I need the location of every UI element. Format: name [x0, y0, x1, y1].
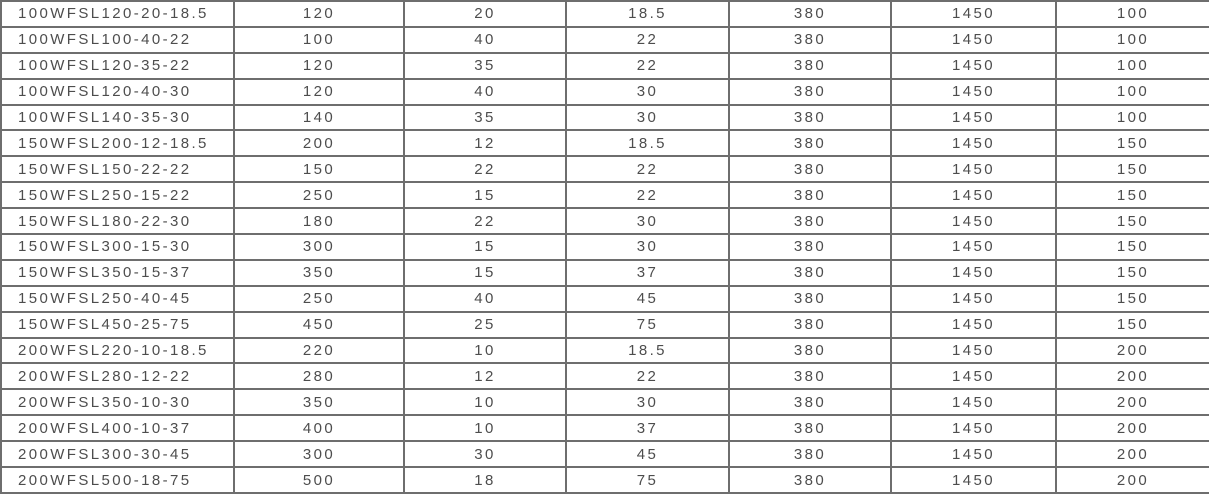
value-cell: 150 [1056, 130, 1209, 156]
table-row [1, 27, 1209, 53]
value-cell: 75 [566, 467, 729, 493]
value-cell: 380 [729, 467, 891, 493]
value-cell: 200 [1056, 415, 1209, 441]
value-cell: 1450 [891, 208, 1056, 234]
value-cell: 300 [234, 441, 404, 467]
model-cell: 100WFSL140-35-30 [1, 105, 234, 131]
value-cell: 150 [1056, 182, 1209, 208]
value-cell: 450 [234, 312, 404, 338]
value-cell: 150 [1056, 208, 1209, 234]
model-cell: 100WFSL120-35-22 [1, 53, 234, 79]
value-cell: 1450 [891, 156, 1056, 182]
value-cell: 150 [1056, 234, 1209, 260]
value-cell: 380 [729, 182, 891, 208]
table-row [1, 130, 1209, 156]
model-cell: 200WFSL220-10-18.5 [1, 338, 234, 364]
value-cell: 1450 [891, 286, 1056, 312]
value-cell: 380 [729, 338, 891, 364]
value-cell: 1450 [891, 260, 1056, 286]
value-cell: 380 [729, 312, 891, 338]
value-cell: 250 [234, 182, 404, 208]
value-cell: 100 [1056, 1, 1209, 27]
value-cell: 150 [234, 156, 404, 182]
value-cell: 18 [404, 467, 566, 493]
value-cell: 380 [729, 286, 891, 312]
value-cell: 37 [566, 260, 729, 286]
value-cell: 1450 [891, 338, 1056, 364]
value-cell: 1450 [891, 130, 1056, 156]
model-cell: 200WFSL500-18-75 [1, 467, 234, 493]
value-cell: 200 [1056, 441, 1209, 467]
value-cell: 380 [729, 415, 891, 441]
value-cell: 1450 [891, 105, 1056, 131]
table-row [1, 234, 1209, 260]
value-cell: 380 [729, 156, 891, 182]
value-cell: 12 [404, 130, 566, 156]
value-cell: 40 [404, 27, 566, 53]
value-cell: 25 [404, 312, 566, 338]
value-cell: 120 [234, 1, 404, 27]
table-row [1, 389, 1209, 415]
value-cell: 1450 [891, 27, 1056, 53]
model-cell: 200WFSL280-12-22 [1, 363, 234, 389]
value-cell: 18.5 [566, 1, 729, 27]
value-cell: 380 [729, 389, 891, 415]
table-row [1, 467, 1209, 493]
model-cell: 100WFSL120-40-30 [1, 79, 234, 105]
value-cell: 1450 [891, 1, 1056, 27]
value-cell: 12 [404, 363, 566, 389]
value-cell: 150 [1056, 286, 1209, 312]
table-row [1, 286, 1209, 312]
table-row [1, 1, 1209, 27]
value-cell: 18.5 [566, 130, 729, 156]
value-cell: 30 [566, 208, 729, 234]
value-cell: 120 [234, 53, 404, 79]
value-cell: 22 [566, 182, 729, 208]
value-cell: 200 [1056, 363, 1209, 389]
value-cell: 30 [566, 389, 729, 415]
value-cell: 300 [234, 234, 404, 260]
value-cell: 22 [566, 156, 729, 182]
model-cell: 150WFSL450-25-75 [1, 312, 234, 338]
value-cell: 380 [729, 27, 891, 53]
table-row [1, 338, 1209, 364]
value-cell: 30 [566, 234, 729, 260]
model-cell: 150WFSL300-15-30 [1, 234, 234, 260]
model-cell: 150WFSL250-40-45 [1, 286, 234, 312]
value-cell: 1450 [891, 234, 1056, 260]
value-cell: 30 [566, 79, 729, 105]
value-cell: 10 [404, 338, 566, 364]
value-cell: 35 [404, 105, 566, 131]
value-cell: 140 [234, 105, 404, 131]
value-cell: 100 [234, 27, 404, 53]
value-cell: 150 [1056, 312, 1209, 338]
value-cell: 1450 [891, 53, 1056, 79]
model-cell: 150WFSL150-22-22 [1, 156, 234, 182]
value-cell: 15 [404, 260, 566, 286]
value-cell: 150 [1056, 260, 1209, 286]
value-cell: 380 [729, 441, 891, 467]
value-cell: 45 [566, 286, 729, 312]
value-cell: 22 [566, 363, 729, 389]
value-cell: 22 [566, 53, 729, 79]
value-cell: 200 [1056, 467, 1209, 493]
value-cell: 37 [566, 415, 729, 441]
pump-spec-table-body [1, 1, 1209, 493]
value-cell: 380 [729, 130, 891, 156]
table-row [1, 156, 1209, 182]
model-cell: 200WFSL300-30-45 [1, 441, 234, 467]
value-cell: 30 [404, 441, 566, 467]
value-cell: 75 [566, 312, 729, 338]
model-cell: 200WFSL350-10-30 [1, 389, 234, 415]
table-row [1, 363, 1209, 389]
value-cell: 380 [729, 208, 891, 234]
value-cell: 40 [404, 286, 566, 312]
value-cell: 380 [729, 234, 891, 260]
value-cell: 200 [234, 130, 404, 156]
value-cell: 15 [404, 182, 566, 208]
value-cell: 30 [566, 105, 729, 131]
value-cell: 380 [729, 105, 891, 131]
value-cell: 350 [234, 260, 404, 286]
value-cell: 20 [404, 1, 566, 27]
value-cell: 100 [1056, 79, 1209, 105]
value-cell: 120 [234, 79, 404, 105]
value-cell: 380 [729, 260, 891, 286]
value-cell: 200 [1056, 389, 1209, 415]
value-cell: 35 [404, 53, 566, 79]
value-cell: 380 [729, 1, 891, 27]
value-cell: 10 [404, 389, 566, 415]
value-cell: 280 [234, 363, 404, 389]
value-cell: 15 [404, 234, 566, 260]
table-row [1, 415, 1209, 441]
table-row [1, 441, 1209, 467]
value-cell: 1450 [891, 79, 1056, 105]
model-cell: 150WFSL200-12-18.5 [1, 130, 234, 156]
table-row [1, 79, 1209, 105]
table-row [1, 53, 1209, 79]
value-cell: 350 [234, 389, 404, 415]
table-row [1, 312, 1209, 338]
table-row [1, 182, 1209, 208]
value-cell: 380 [729, 363, 891, 389]
value-cell: 10 [404, 415, 566, 441]
value-cell: 1450 [891, 467, 1056, 493]
table-row [1, 260, 1209, 286]
value-cell: 380 [729, 79, 891, 105]
value-cell: 1450 [891, 389, 1056, 415]
value-cell: 40 [404, 79, 566, 105]
value-cell: 220 [234, 338, 404, 364]
value-cell: 250 [234, 286, 404, 312]
model-cell: 150WFSL180-22-30 [1, 208, 234, 234]
value-cell: 100 [1056, 53, 1209, 79]
table-row [1, 208, 1209, 234]
value-cell: 100 [1056, 27, 1209, 53]
value-cell: 1450 [891, 415, 1056, 441]
value-cell: 18.5 [566, 338, 729, 364]
value-cell: 380 [729, 53, 891, 79]
value-cell: 1450 [891, 182, 1056, 208]
model-cell: 100WFSL100-40-22 [1, 27, 234, 53]
table-row [1, 105, 1209, 131]
value-cell: 1450 [891, 312, 1056, 338]
value-cell: 150 [1056, 156, 1209, 182]
model-cell: 150WFSL350-15-37 [1, 260, 234, 286]
value-cell: 1450 [891, 363, 1056, 389]
value-cell: 45 [566, 441, 729, 467]
value-cell: 100 [1056, 105, 1209, 131]
value-cell: 500 [234, 467, 404, 493]
value-cell: 200 [1056, 338, 1209, 364]
model-cell: 200WFSL400-10-37 [1, 415, 234, 441]
value-cell: 400 [234, 415, 404, 441]
model-cell: 100WFSL120-20-18.5 [1, 1, 234, 27]
model-cell: 150WFSL250-15-22 [1, 182, 234, 208]
value-cell: 22 [404, 156, 566, 182]
value-cell: 22 [566, 27, 729, 53]
value-cell: 180 [234, 208, 404, 234]
value-cell: 22 [404, 208, 566, 234]
value-cell: 1450 [891, 441, 1056, 467]
